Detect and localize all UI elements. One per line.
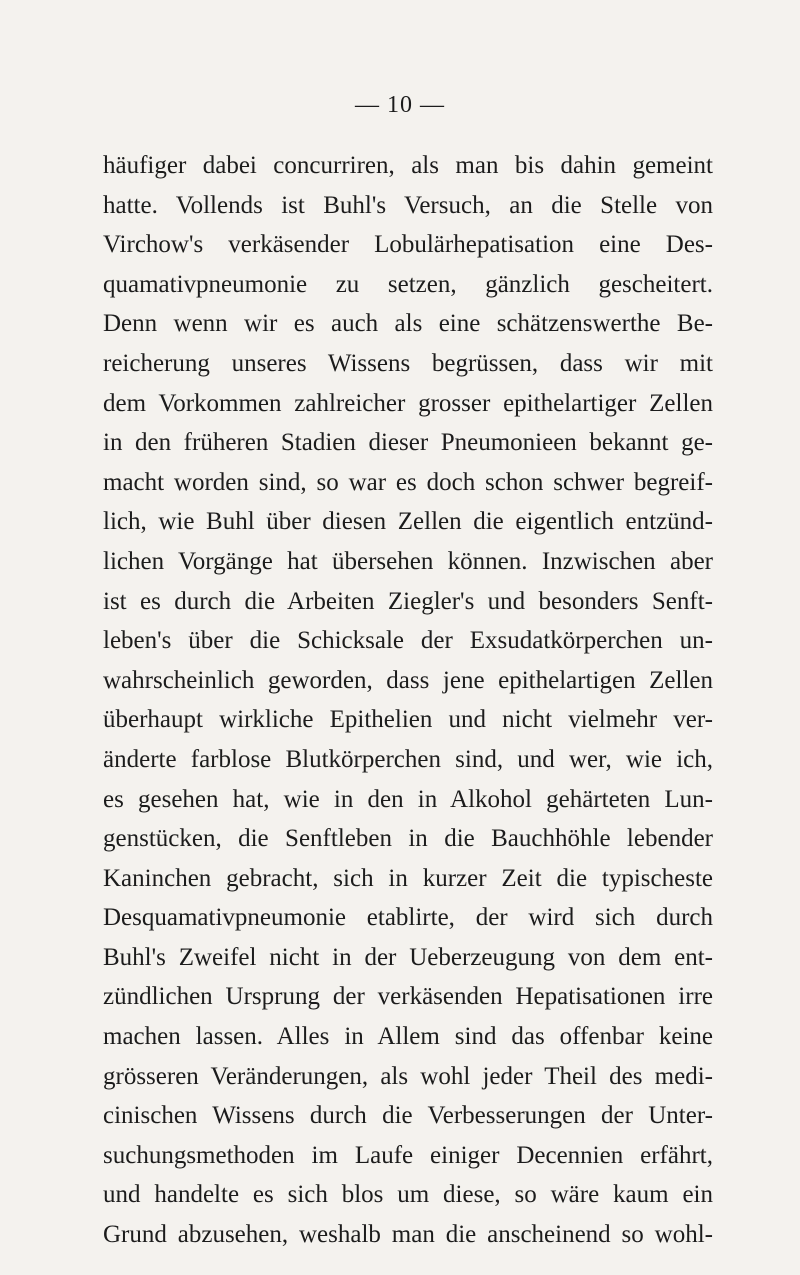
text-line: überhaupt wirkliche Epithelien und nicht vielmehr ver- [103,706,713,734]
text-line: lich, wie Buhl über diesen Zellen die eigentlich entzünd- [103,508,713,536]
text-line: und handelte es sich blos um diese, so wäre kaum ein [103,1181,713,1209]
body-text [103,146,713,1255]
text-line: es gesehen hat, wie in den in Alkohol gehärteten Lun- [103,785,713,813]
text-line: Desquamativpneumonie etablirte, der wird sich durch [103,904,713,932]
text-line: Grund abzusehen, weshalb man die anscheinend so wohl- [103,1221,713,1249]
text-line: quamativpneumonie zu setzen, gänzlich gescheitert. [103,270,713,298]
text-line: hatte. Vollends ist Buhl's Versuch, an die Stelle von [103,191,713,219]
text-line: Kaninchen gebracht, sich in kurzer Zeit die typischeste [103,864,713,892]
text-line: zündlichen Ursprung der verkäsenden Hepatisationen irre [103,983,713,1011]
text-line: machen lassen. Alles in Allem sind das offenbar keine [103,1023,713,1051]
text-line: ist es durch die Arbeiten Ziegler's und besonders Senft- [103,587,713,615]
text-line: häufiger dabei concurriren, als man bis dahin gemeint [103,152,713,179]
text-line: Virchow's verkäsender Lobulärhepatisation eine Des- [103,231,713,259]
text-line: Denn wenn wir es auch als eine schätzenswerthe Be- [103,310,713,338]
text-line: macht worden sind, so war es doch schon schwer begreif- [103,468,713,496]
text-line: leben's über die Schicksale der Exsudatkörperchen un- [103,627,713,655]
text-line: grösseren Veränderungen, als wohl jeder Theil des medi- [103,1062,713,1090]
text-line: Buhl's Zweifel nicht in der Ueberzeugung von dem ent- [103,943,713,971]
text-line: in den früheren Stadien dieser Pneumonieen bekannt ge- [103,429,713,457]
text-line: wahrscheinlich geworden, dass jene epithelartigen Zellen [103,666,713,694]
text-line: genstücken, die Senftleben in die Bauchhöhle lebender [103,825,713,853]
text-line: änderte farblose Blutkörperchen sind, und wer, wie ich, [103,745,713,773]
text-line: suchungsmethoden im Laufe einiger Decennien erfährt, [103,1141,713,1169]
text-line: reicherung unseres Wissens begrüssen, dass wir mit [103,349,713,377]
page-number: — 10 — [355,92,445,118]
text-line: dem Vorkommen zahlreicher grosser epithelartiger Zellen [103,389,713,417]
text-line: cinischen Wissens durch die Verbesserungen der Unter- [103,1102,713,1130]
text-line: lichen Vorgänge hat übersehen können. Inzwischen aber [103,547,713,575]
